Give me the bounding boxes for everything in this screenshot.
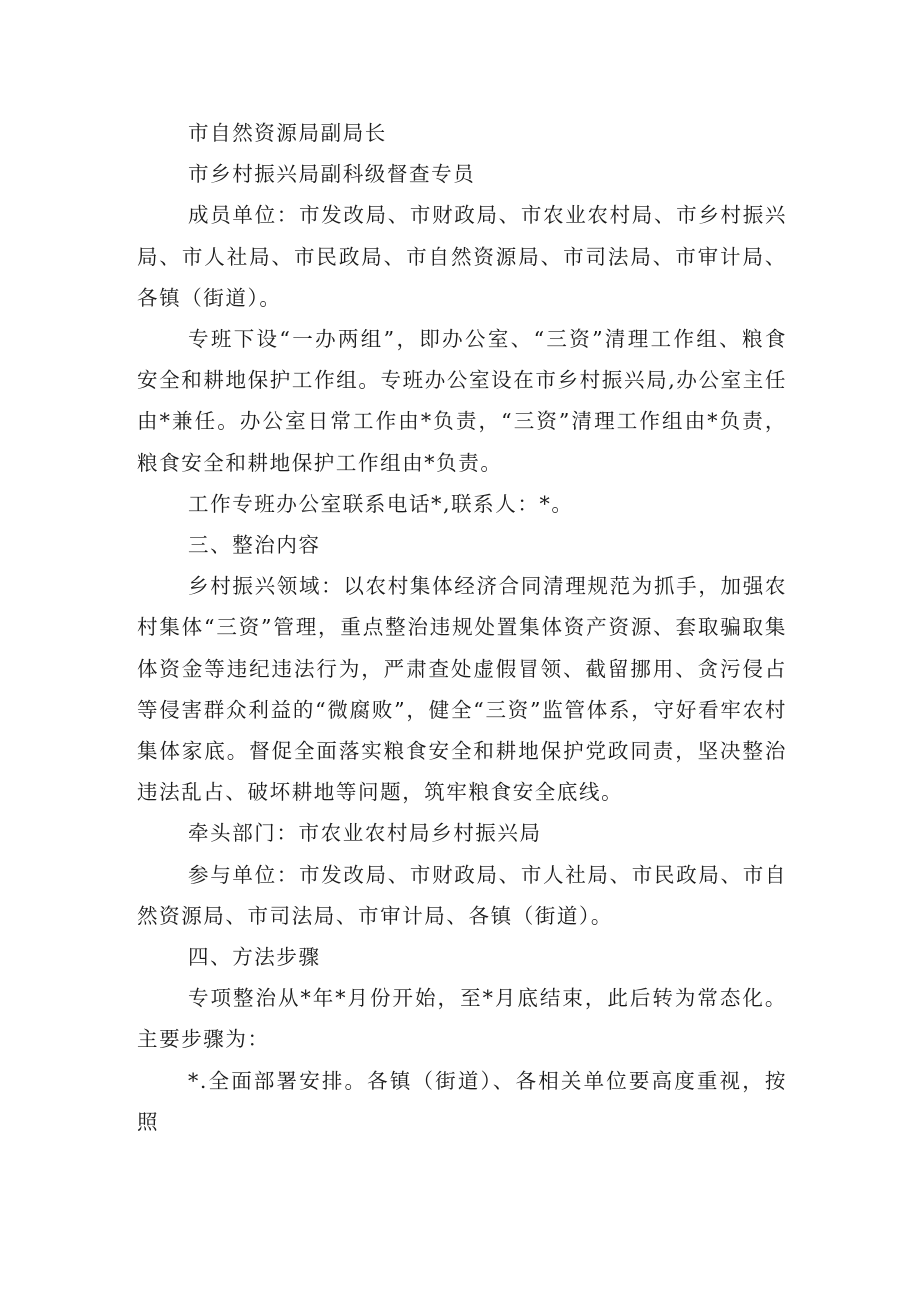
section-heading-rectification-content: 三、整治内容: [188, 533, 321, 558]
document-body: [137, 113, 787, 1143]
leader-line-natural-resources: 市自然资源局副局长: [188, 121, 387, 145]
member-units-paragraph: 成员单位：市发改局、市财政局、市农业农村局、市乡村振兴局、市人社局、市民政局、市自然资源局、市司法局、市审计局、各镇（街道）。: [137, 203, 787, 310]
participating-units-paragraph: 参与单位：市发改局、市财政局、市人社局、市民政局、市自然资源局、市司法局、市审计局、各镇（街道）。: [137, 862, 787, 928]
schedule-paragraph: 专项整治从*年*月份开始，至*月底结束，此后转为常态化。主要步骤为：: [137, 986, 787, 1052]
step-deployment-paragraph: *.全面部署安排。各镇（街道）、各相关单位要高度重视，按照: [137, 1068, 787, 1134]
section-heading-methods-steps: 四、方法步骤: [188, 945, 321, 970]
leader-line-rural-revitalization: 市乡村振兴局副科级督查专员: [188, 162, 476, 187]
contact-info-paragraph: 工作专班办公室联系电话*,联系人：*。: [188, 491, 574, 516]
lead-department-paragraph: 牵头部门：市农业农村局乡村振兴局: [188, 821, 542, 846]
task-force-structure-paragraph: 专班下设“一办两组”，即办公室、“三资”清理工作组、粮食安全和耕地保护工作组。专班办公室设在市乡村振兴局,办公室主任由*兼任。办公室日常工作由*负责，“三资”清理工作组由*负责，粮食安全和耕地保护工作组由*负责。: [137, 327, 787, 475]
rural-revitalization-field-paragraph: 乡村振兴领域：以农村集体经济合同清理规范为抓手，加强农村集体“三资”管理，重点整治违规处置集体资产资源、套取骗取集体资金等违纪违法行为，严肃查处虚假冒领、截留挪用、贪污侵占等侵害群众利益的“微腐败”，健全“三资”监管体系，守好看牢农村集体家底。督促全面落实粮食安全和耕地保护党政同责，坚决整治违法乱占、破坏耕地等问题，筑牢粮食安全底线。: [137, 574, 787, 805]
